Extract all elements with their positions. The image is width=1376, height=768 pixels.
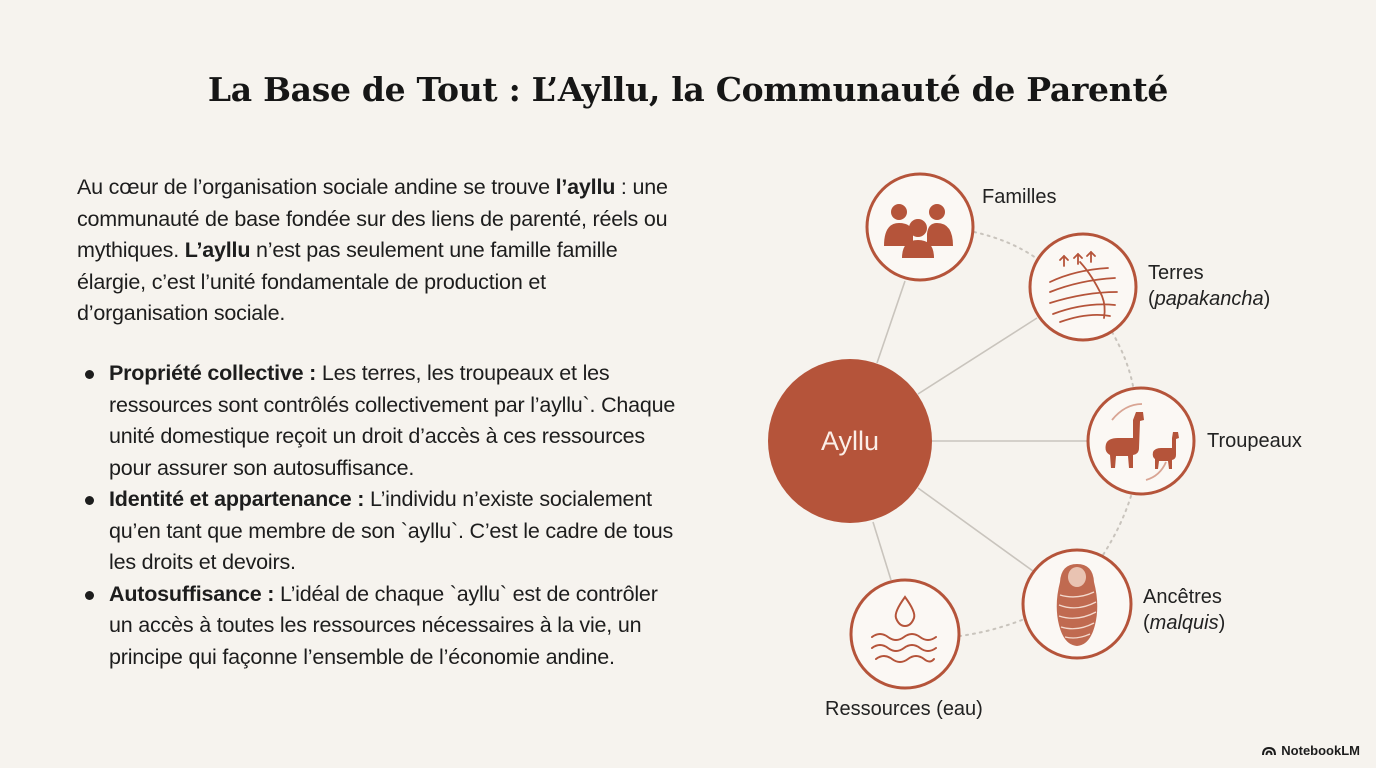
dot-arc-ancetres-ressources: [960, 620, 1022, 636]
intro-text-2: : une communauté de base fondée sur des liens de parenté, réels ou mythiques.: [77, 175, 668, 262]
node-terres: [1030, 234, 1136, 340]
dot-arc-troupeaux-ancetres: [1103, 496, 1131, 555]
intro-text-1: Au cœur de l’organisation sociale andine se trouve: [77, 175, 556, 199]
connector-terres: [918, 318, 1037, 394]
page-title: La Base de Tout : L’Ayllu, la Communauté de Parenté: [207, 70, 1169, 109]
label-ancetres-main: Ancêtres: [1143, 586, 1222, 608]
label-familles: Familles: [982, 186, 1057, 208]
label-terres-main: Terres: [1148, 262, 1204, 284]
intro-bold-ayllu-2: L’ayllu: [184, 238, 251, 262]
bullet-text: L’idéal de chaque `ayllu` est de contrôler un accès à toutes les ressources nécessaires à la vie, un principe qui façonne l’ensemble de l’économie andine.: [109, 581, 658, 669]
dot-arc-familles-terres: [974, 232, 1036, 258]
center-label: Ayllu: [820, 426, 880, 456]
label-ancetres: Ancêtres (malquis): [1143, 586, 1226, 634]
node-troupeaux: [1088, 388, 1194, 494]
label-ancetres-sub: malquis: [1149, 612, 1219, 634]
node-ressources: [851, 580, 959, 688]
bullet-text: L’individu n’existe socialement qu’en tant que membre de son `ayllu`. C’est le cadre de tous les droits et devoirs.: [109, 487, 674, 574]
connector-ressources: [873, 522, 891, 580]
bullet-text: Les terres, les troupeaux et les ressources sont contrôlés collectivement par l’ayllu`. Chaque unité domestique reçoit un droit d’accès à ces ressources pour assurer son autosuffisance.: [109, 361, 676, 480]
brand-label: NotebookLM: [1281, 743, 1360, 758]
label-terres-sub: papakancha: [1154, 288, 1264, 310]
bullet-term: Identité et appartenance :: [109, 487, 365, 511]
connector-ancetres: [918, 488, 1033, 571]
notebooklm-brand: [1262, 743, 1360, 758]
intro-text-3: n’est pas seulement une famille famille élargie, c’est l’unité fondamentale de production et d’organisation sociale.: [77, 238, 618, 325]
label-troupeaux: Troupeaux: [1207, 430, 1302, 452]
label-ressources: Ressources (eau): [825, 698, 983, 720]
bullet-term: Propriété collective :: [109, 361, 317, 385]
node-ancetres: [1023, 550, 1131, 658]
bullet-term: Autosuffisance :: [109, 581, 275, 606]
connector-familles: [877, 281, 905, 363]
notebooklm-logo-icon: [1262, 745, 1276, 756]
dot-arc-terres-troupeaux: [1112, 332, 1133, 386]
mummy-icon: [1057, 564, 1098, 646]
label-terres: Terres (papakancha): [1148, 262, 1271, 310]
node-familles: [867, 174, 973, 280]
intro-bold-ayllu: l’ayllu: [555, 175, 616, 199]
